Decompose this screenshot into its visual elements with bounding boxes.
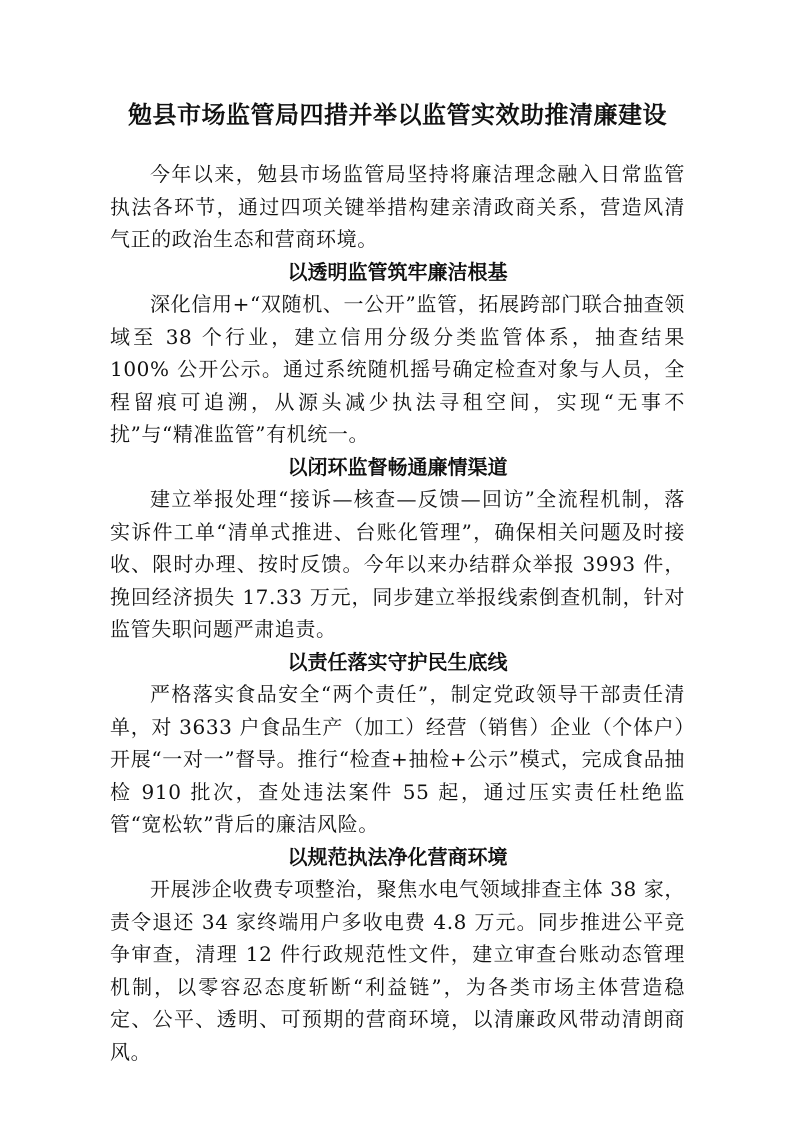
section-body-transparent-supervision: 深化信用+“双随机、一公开”监管，拓展跨部门联合抽查领域至 38 个行业，建立信用分级分类监管体系，抽查结果 100% 公开公示。通过系统随机摇号确定检查对象与人员，全程留痕可追溯，从源头减少执法寻租空间，实现“无事不扰”与“精准监管”有机统一。 [110,292,685,446]
intro-paragraph: 今年以来，勉县市场监管局坚持将廉洁理念融入日常监管执法各环节，通过四项关键举措构建亲清政商关系，营造风清气正的政治生态和营商环境。 [110,162,685,251]
section-body-responsibility: 严格落实食品安全“两个责任”，制定党政领导干部责任清单，对 3633 户食品生产（加工）经营（销售）企业（个体户）开展“一对一”督导。推行“检查+抽检+公示”模式，完成食品抽检 910 批次，查处违法案件 55 起，通过压实责任杜绝监管“宽松软”背后的廉洁风险。 [110,682,685,836]
section-heading-responsibility: 以责任落实守护民生底线 [287,649,508,674]
section-heading-standardized-enforcement: 以规范执法净化营商环境 [287,844,508,869]
section-body-closed-loop-oversight: 建立举报处理“接诉—核查—反馈—回访”全流程机制，落实诉件工单“清单式推进、台账化管理”，确保相关问题及时接收、限时办理、按时反馈。今年以来办结群众举报 3993 件，挽回经济损失 17.33 万元，同步建立举报线索倒查机制，针对监管失职问题严肃追责。 [110,487,685,641]
document-title: 勉县市场监管局四措并举以监管实效助推清廉建设 [128,101,667,129]
section-heading-transparent-supervision: 以透明监管筑牢廉洁根基 [287,259,508,284]
section-body-standardized-enforcement: 开展涉企收费专项整治，聚焦水电气领域排查主体 38 家，责令退还 34 家终端用户多收电费 4.8 万元。同步推进公平竞争审查，清理 12 件行政规范性文件，建立审查台账动态管理机制，以零容忍态度斩断“利益链”，为各类市场主体营造稳定、公平、透明、可预期的营商环境，以清廉政风带动清朗商风。 [110,877,685,1064]
section-heading-closed-loop-oversight: 以闭环监督畅通廉情渠道 [287,454,508,479]
